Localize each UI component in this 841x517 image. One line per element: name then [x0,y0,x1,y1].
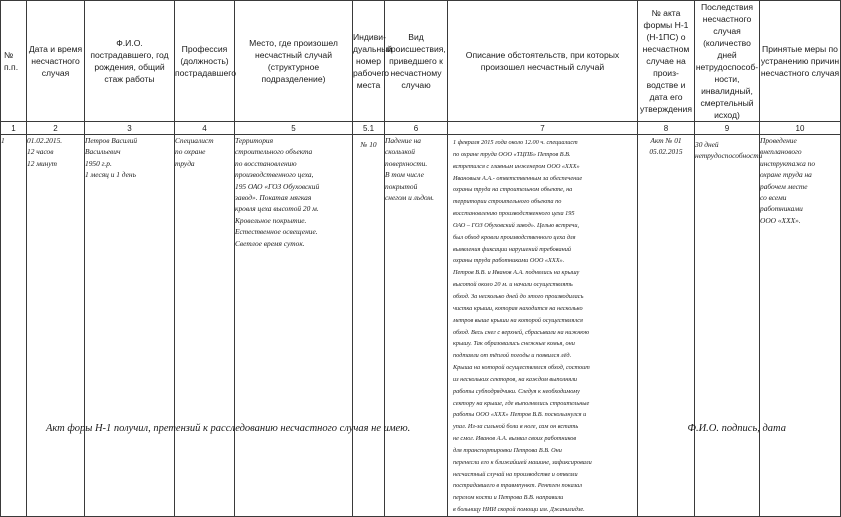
table-row [1,135,841,517]
column-number: 6 [385,122,448,135]
header-act: № акта формы Н-1 (Н-1ПС) о несчастном случае на произ-водстве и дата его утверждения [638,1,695,122]
header-description: Описание обстоятельств, при которых произошел несчастный случай [448,1,638,122]
header-incident-type: Вид происшествия, приведшего к несчастному случаю [385,1,448,122]
column-number: 8 [638,122,695,135]
workplace-id: № 10 [353,135,385,517]
measures-taken: Проведение внепланового инструктажа по охране труда на рабочем месте со всеми работниками ООО «XXX». [760,135,841,517]
row-number: 1 [1,135,27,517]
column-number: 2 [27,122,85,135]
receipt-statement: Акт форы Н-1 получил, претензий к расследованию несчастного случая не имею. [46,423,411,434]
header-profession: Профессия (должность) пострадавшего [175,1,235,122]
header-person: Ф.И.О. пострадавшего, год рождения, общий стаж работы [85,1,175,122]
column-number: 3 [85,122,175,135]
accident-consequences: 30 дней нетрудоспособности [695,135,760,517]
column-number: 10 [760,122,841,135]
footer [0,418,800,442]
header-workplace-id: Индиви-дуальный номер рабочего места [353,1,385,122]
header-datetime: Дата и время несчастного случая [27,1,85,122]
header-row [1,1,841,122]
column-number: 9 [695,122,760,135]
act-info: Акт № 01 05.02.2015 [638,135,695,517]
column-number: 1 [1,122,27,135]
header-measures: Принятые меры по устранению причин несчастного случая [760,1,841,122]
header-number: № п.п. [1,1,27,122]
victim-profession: Специалист по охране труда [175,135,235,517]
header-place: Место, где произошел несчастный случай (структурное подразделение) [235,1,353,122]
header-consequences: Последствия несчастного случая (количество дней нетрудоспособ-ности, инвалидный, смертельный исход) [695,2,759,120]
incident-type: Падение на скользкой поверхности. В том числе покрытой снегом и льдом. [385,135,448,517]
victim-info: Петров Василий Васильевич 1950 г.р. 1 месяц и 1 день [85,135,175,517]
accident-datetime: 01.02.2015. 12 часов 12 минут [27,135,85,517]
column-number: 5 [235,122,353,135]
column-number: 4 [175,122,235,135]
accident-place: Территория строительного объекта по восстановлению производственного цеха, 195 ОАО «ГОЗ Обуховский завод». Покатая мягкая кровля цеха высотой 20 м. Кровельное покрытие. Естественное освещение. Светлое время суток. [235,135,353,517]
signature-caption: Ф.И.О. подпись, дата [687,423,786,434]
column-number-row [1,122,841,135]
column-number: 7 [448,122,638,135]
accident-description: 1 февраля 2015 года около 12.00 ч. специалист по охране труда ООО «ТЦПБ» Петров В.В. встретился с главным инженером ООО «XXX» Ивановым А.А.- ответственным за обеспечение охраны труда на строительном объекте, на территории строительного объекта по восстановлению производственного цеха 195 ОАО – ГОЗ Обуховский завод». Целью встречи, был обход кровли производственного цеха для выявления фиксации нарушений требований охраны труда работниками ООО «XXX». Петров В.В. и Иванов А.А. поднялись на крышу высотой около 20 м. и начали осуществлять обход. За несколько дней до этого производилась чистка крыши, которая находится на несколько метров выше крыши на которой осуществлялся обход. Весь снег с верхней, сбрасывали на нижнюю крышу. Так образовались снежные комья, они подтаяли от тёплой погоды и появился лёд. Крыша на которой осуществлялся обход, состоит из нескольких секторов, на каждом выполняли работы субподрядчики. Следуя к необходимому сектору на крыше, где выполнялись строительные работы ООО «XXX» Петров В.В. поскользнулся и упал. Из-за сильной боли в ноге, сам он встать не смог. Иванов А.А. вызвал своих работников для транспортировки Петрова В.В. Они перенесли его к ближайшей машине, зафиксировали несчастный случай на производстве и отвезли пострадавшего в травмпункт. Рентген показал перелом кости и Петрова В.В. направили в больницу НИИ скорой помощи им. Джанилидзе. [448,135,638,517]
column-number: 5.1 [353,122,385,135]
